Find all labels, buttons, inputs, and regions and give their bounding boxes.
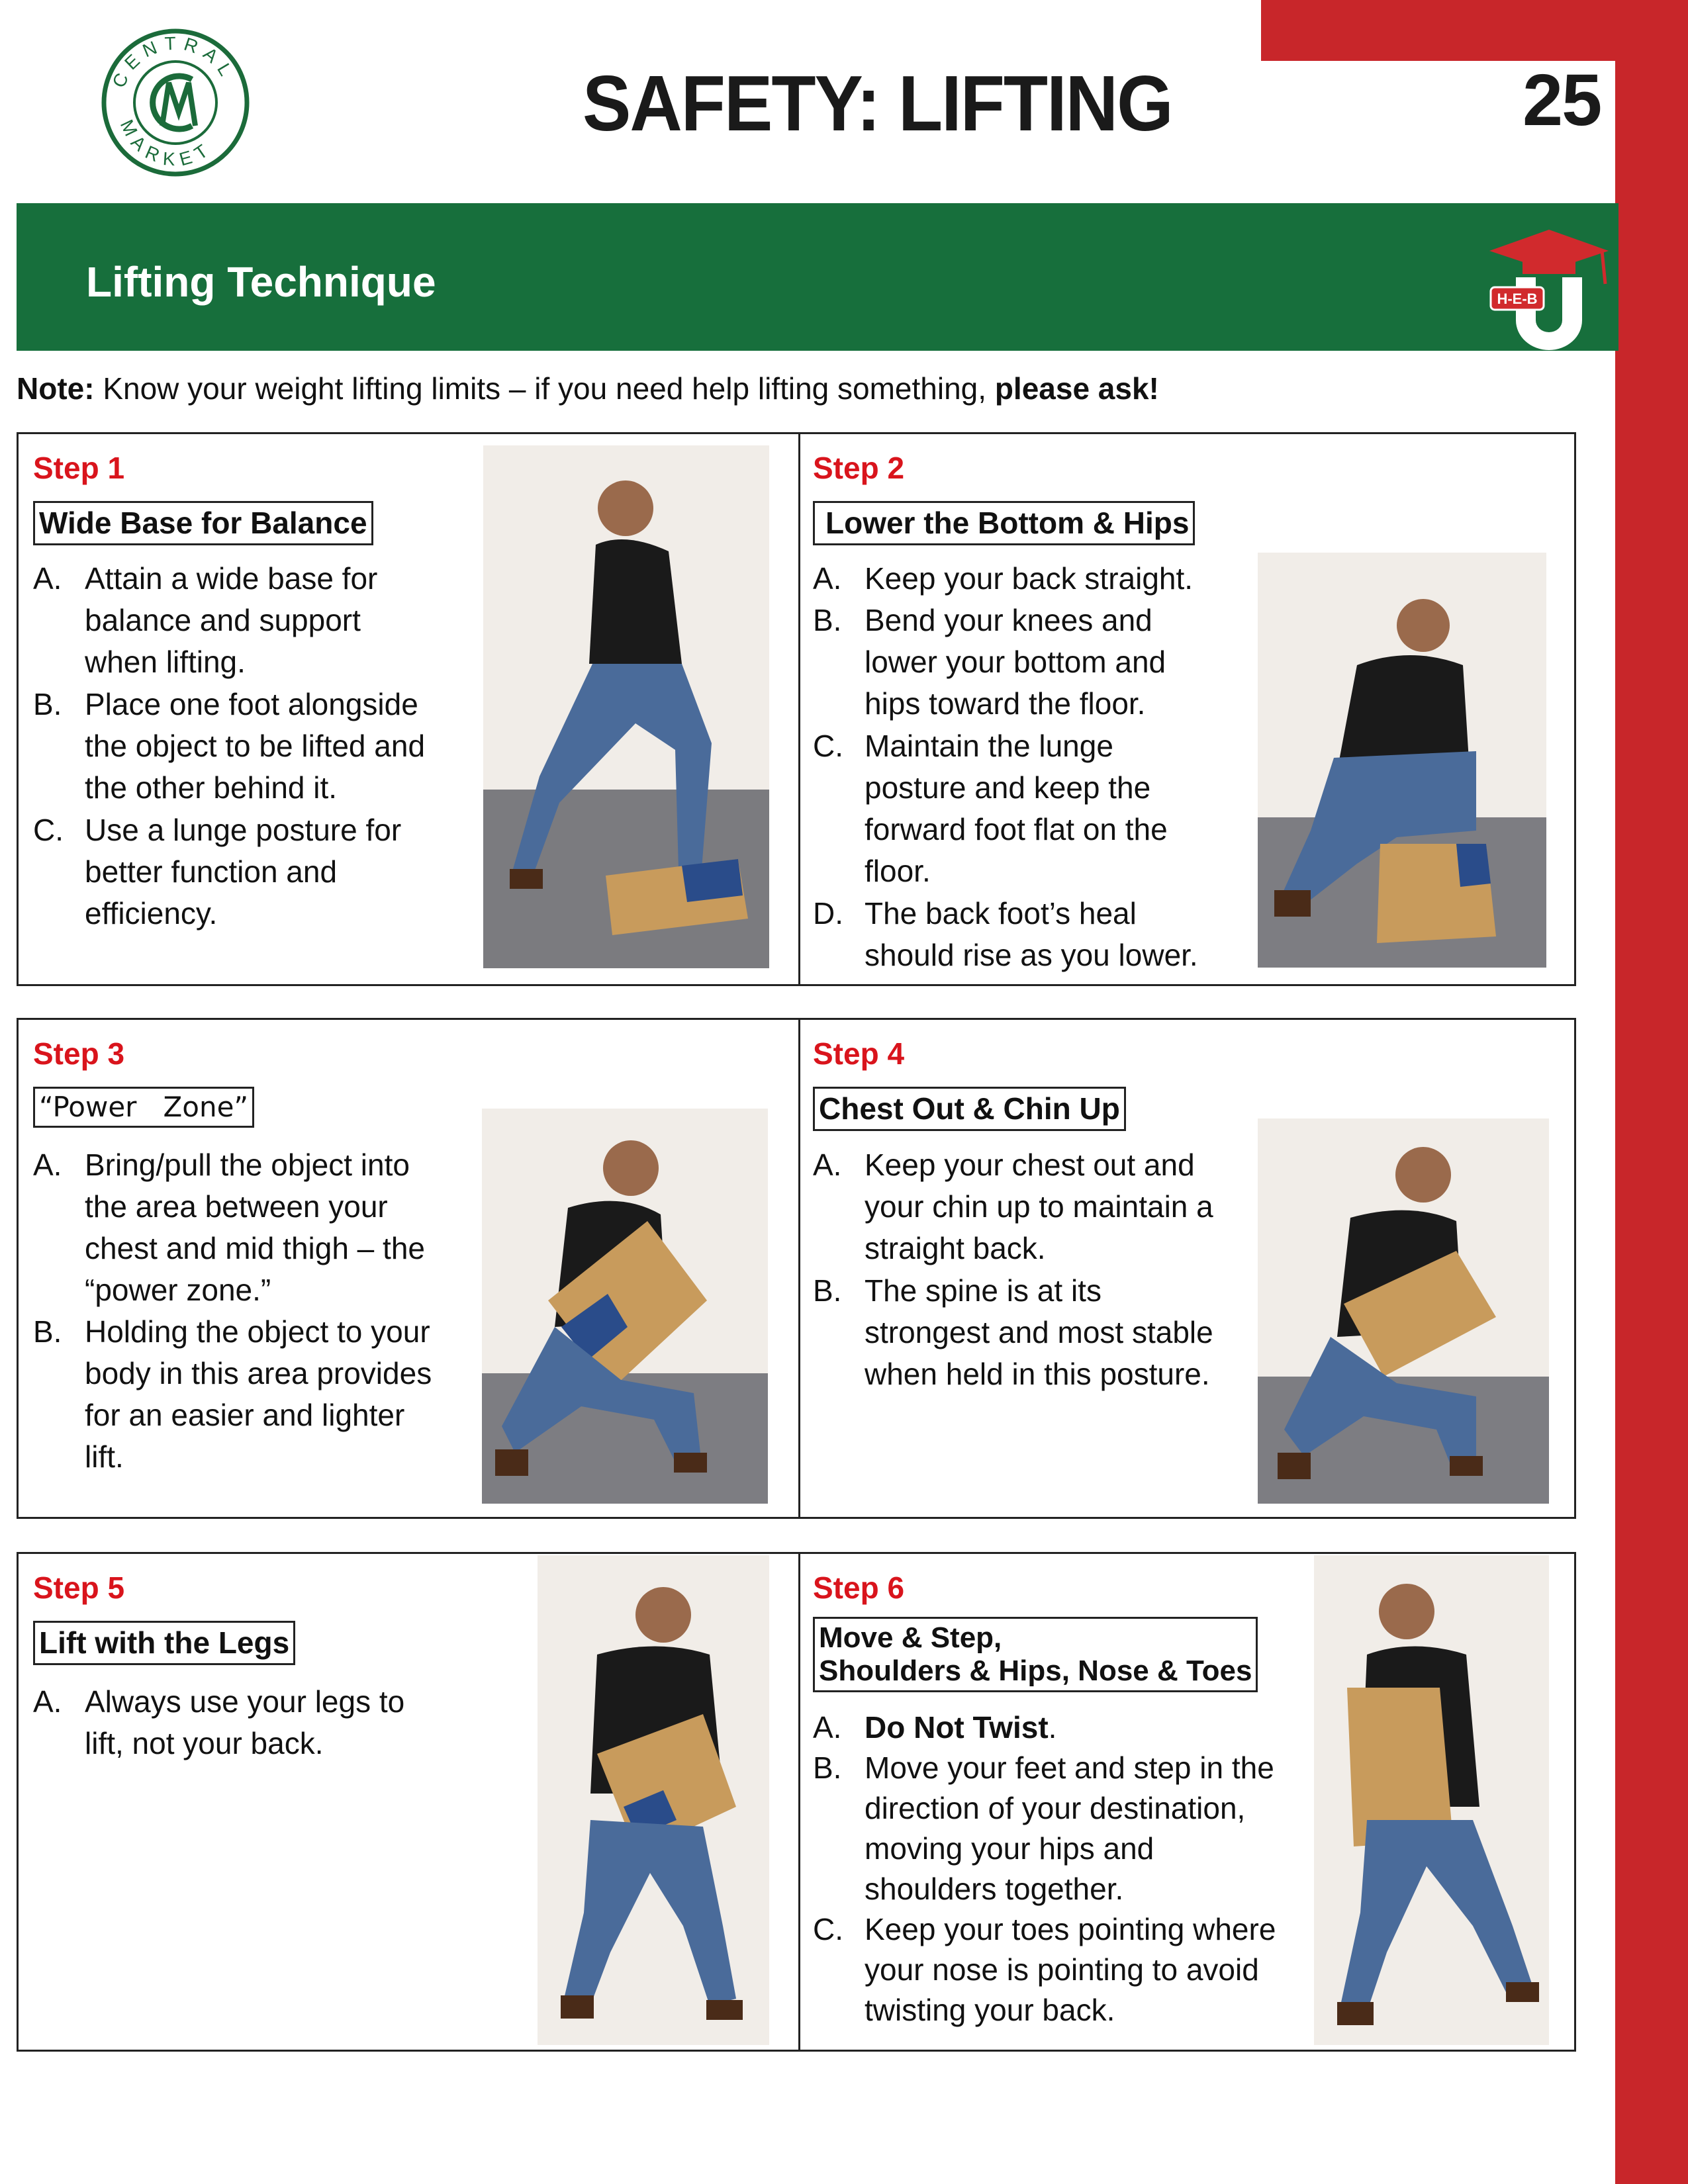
column-divider [798,434,800,984]
step-3-label: Step 3 [33,1036,125,1071]
step-1-label: Step 1 [33,451,125,485]
step-4-photo [1258,1118,1549,1504]
step-5-heading: Lift with the Legs [33,1621,295,1665]
step-5-label: Step 5 [33,1570,125,1605]
step-6-heading: Move & Step, Shoulders & Hips, Nose & Toes [813,1617,1258,1692]
step-6-label: Step 6 [813,1570,905,1605]
svg-text:MARKET: MARKET [116,116,217,170]
step-2-label: Step 2 [813,451,905,485]
step-3-photo [482,1109,768,1504]
svg-text:CENTRAL: CENTRAL [108,32,240,91]
note-text: Know your weight lifting limits – if you need help lifting something, [94,371,995,406]
red-side-strip [1615,0,1688,2184]
step-4-heading: Chest Out & Chin Up [813,1087,1126,1131]
do-not-twist-text: Do Not Twist [865,1710,1049,1745]
heb-university-logo [1476,224,1615,350]
section-title: Lifting Technique [86,258,436,306]
step-2-heading: Lower the Bottom & Hips [813,501,1195,545]
step-5-photo [538,1555,769,2045]
step-2-photo [1258,553,1546,968]
note-emphasis: please ask! [994,371,1159,406]
note-label: Note: [17,371,95,406]
page-number: 25 [1523,60,1601,141]
central-market-logo [99,26,252,179]
column-divider [798,1554,800,2050]
section-banner [17,203,1618,351]
step-6-photo [1314,1555,1549,2045]
column-divider [798,1020,800,1517]
step-1-photo [483,445,769,968]
page-title: SAFETY: LIFTING [583,60,1172,148]
step-1-heading: Wide Base for Balance [33,501,373,545]
step-4-label: Step 4 [813,1036,905,1071]
note-line [17,371,1159,406]
step-3-heading: “Power Zone” [33,1087,254,1128]
svg-text:H-E-B: H-E-B [1497,291,1538,307]
